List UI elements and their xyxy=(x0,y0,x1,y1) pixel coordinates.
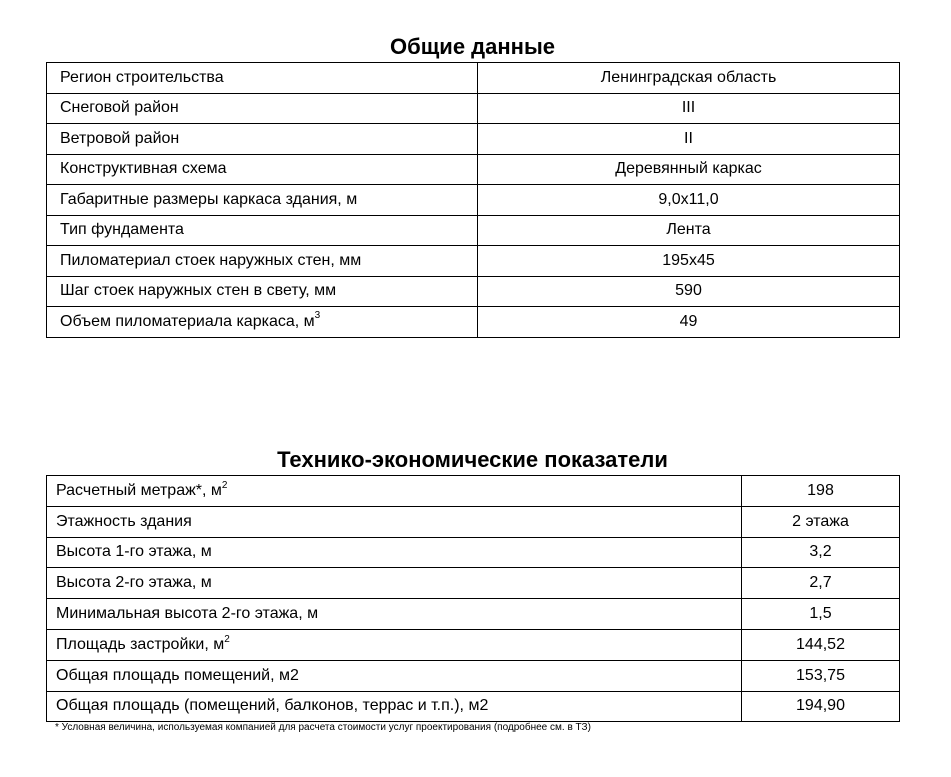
row-label: Регион строительства xyxy=(47,63,478,94)
row-value: II xyxy=(478,124,900,155)
row-label: Габаритные размеры каркаса здания, м xyxy=(47,185,478,216)
row-value: 3,2 xyxy=(742,537,900,568)
table-row xyxy=(47,276,900,307)
row-value: 2,7 xyxy=(742,568,900,599)
row-value: 49 xyxy=(478,307,900,338)
row-value: Лента xyxy=(478,215,900,246)
row-value: 194,90 xyxy=(742,691,900,722)
row-value: 9,0х11,0 xyxy=(478,185,900,216)
table-row xyxy=(47,506,900,537)
row-label: Ветровой район xyxy=(47,124,478,155)
table-row xyxy=(47,660,900,691)
row-label: Общая площадь помещений, м2 xyxy=(47,660,742,691)
row-label: Площадь застройки, $м^2$ xyxy=(47,629,742,660)
table-row xyxy=(47,599,900,630)
table-row xyxy=(47,124,900,155)
row-value: 590 xyxy=(478,276,900,307)
table-row xyxy=(47,154,900,185)
row-label: Минимальная высота 2-го этажа, м xyxy=(47,599,742,630)
tech-indicators-title: Технико-экономические показатели xyxy=(277,447,668,472)
row-value: 153,75 xyxy=(742,660,900,691)
row-label: Общая площадь (помещений, балконов, террас и т.п.), м2 xyxy=(47,691,742,722)
table-row xyxy=(47,537,900,568)
row-value: 144,52 xyxy=(742,629,900,660)
tech-indicators-table xyxy=(46,475,900,722)
row-label: Высота 1-го этажа, м xyxy=(47,537,742,568)
table-row xyxy=(47,307,900,338)
row-value: 198 xyxy=(742,476,900,507)
table-row xyxy=(47,215,900,246)
row-value: 2 этажа xyxy=(742,506,900,537)
row-value: Ленинградская область xyxy=(478,63,900,94)
row-value: III xyxy=(478,93,900,124)
general-data-title: Общие данные xyxy=(390,34,555,59)
row-label: Конструктивная схема xyxy=(47,154,478,185)
row-label: Расчетный метраж*, $м^2$ xyxy=(47,476,742,507)
table-row xyxy=(47,629,900,660)
row-value: 195х45 xyxy=(478,246,900,277)
general-data-table xyxy=(46,62,900,338)
footnote: * Условная величина, используемая компанией для расчета стоимости услуг проектирования (подробнее см. в ТЗ) xyxy=(55,722,591,733)
row-label: Пиломатериал стоек наружных стен, мм xyxy=(47,246,478,277)
table-row xyxy=(47,691,900,722)
table-row xyxy=(47,185,900,216)
table-row xyxy=(47,93,900,124)
table-row xyxy=(47,63,900,94)
table-row xyxy=(47,476,900,507)
row-value: 1,5 xyxy=(742,599,900,630)
row-label: Объем пиломатериала каркаса, $м^3$ xyxy=(47,307,478,338)
row-label: Снеговой район xyxy=(47,93,478,124)
table-row xyxy=(47,246,900,277)
row-label: Этажность здания xyxy=(47,506,742,537)
row-value: Деревянный каркас xyxy=(478,154,900,185)
row-label: Высота 2-го этажа, м xyxy=(47,568,742,599)
row-label: Шаг стоек наружных стен в свету, мм xyxy=(47,276,478,307)
table-row xyxy=(47,568,900,599)
row-label: Тип фундамента xyxy=(47,215,478,246)
